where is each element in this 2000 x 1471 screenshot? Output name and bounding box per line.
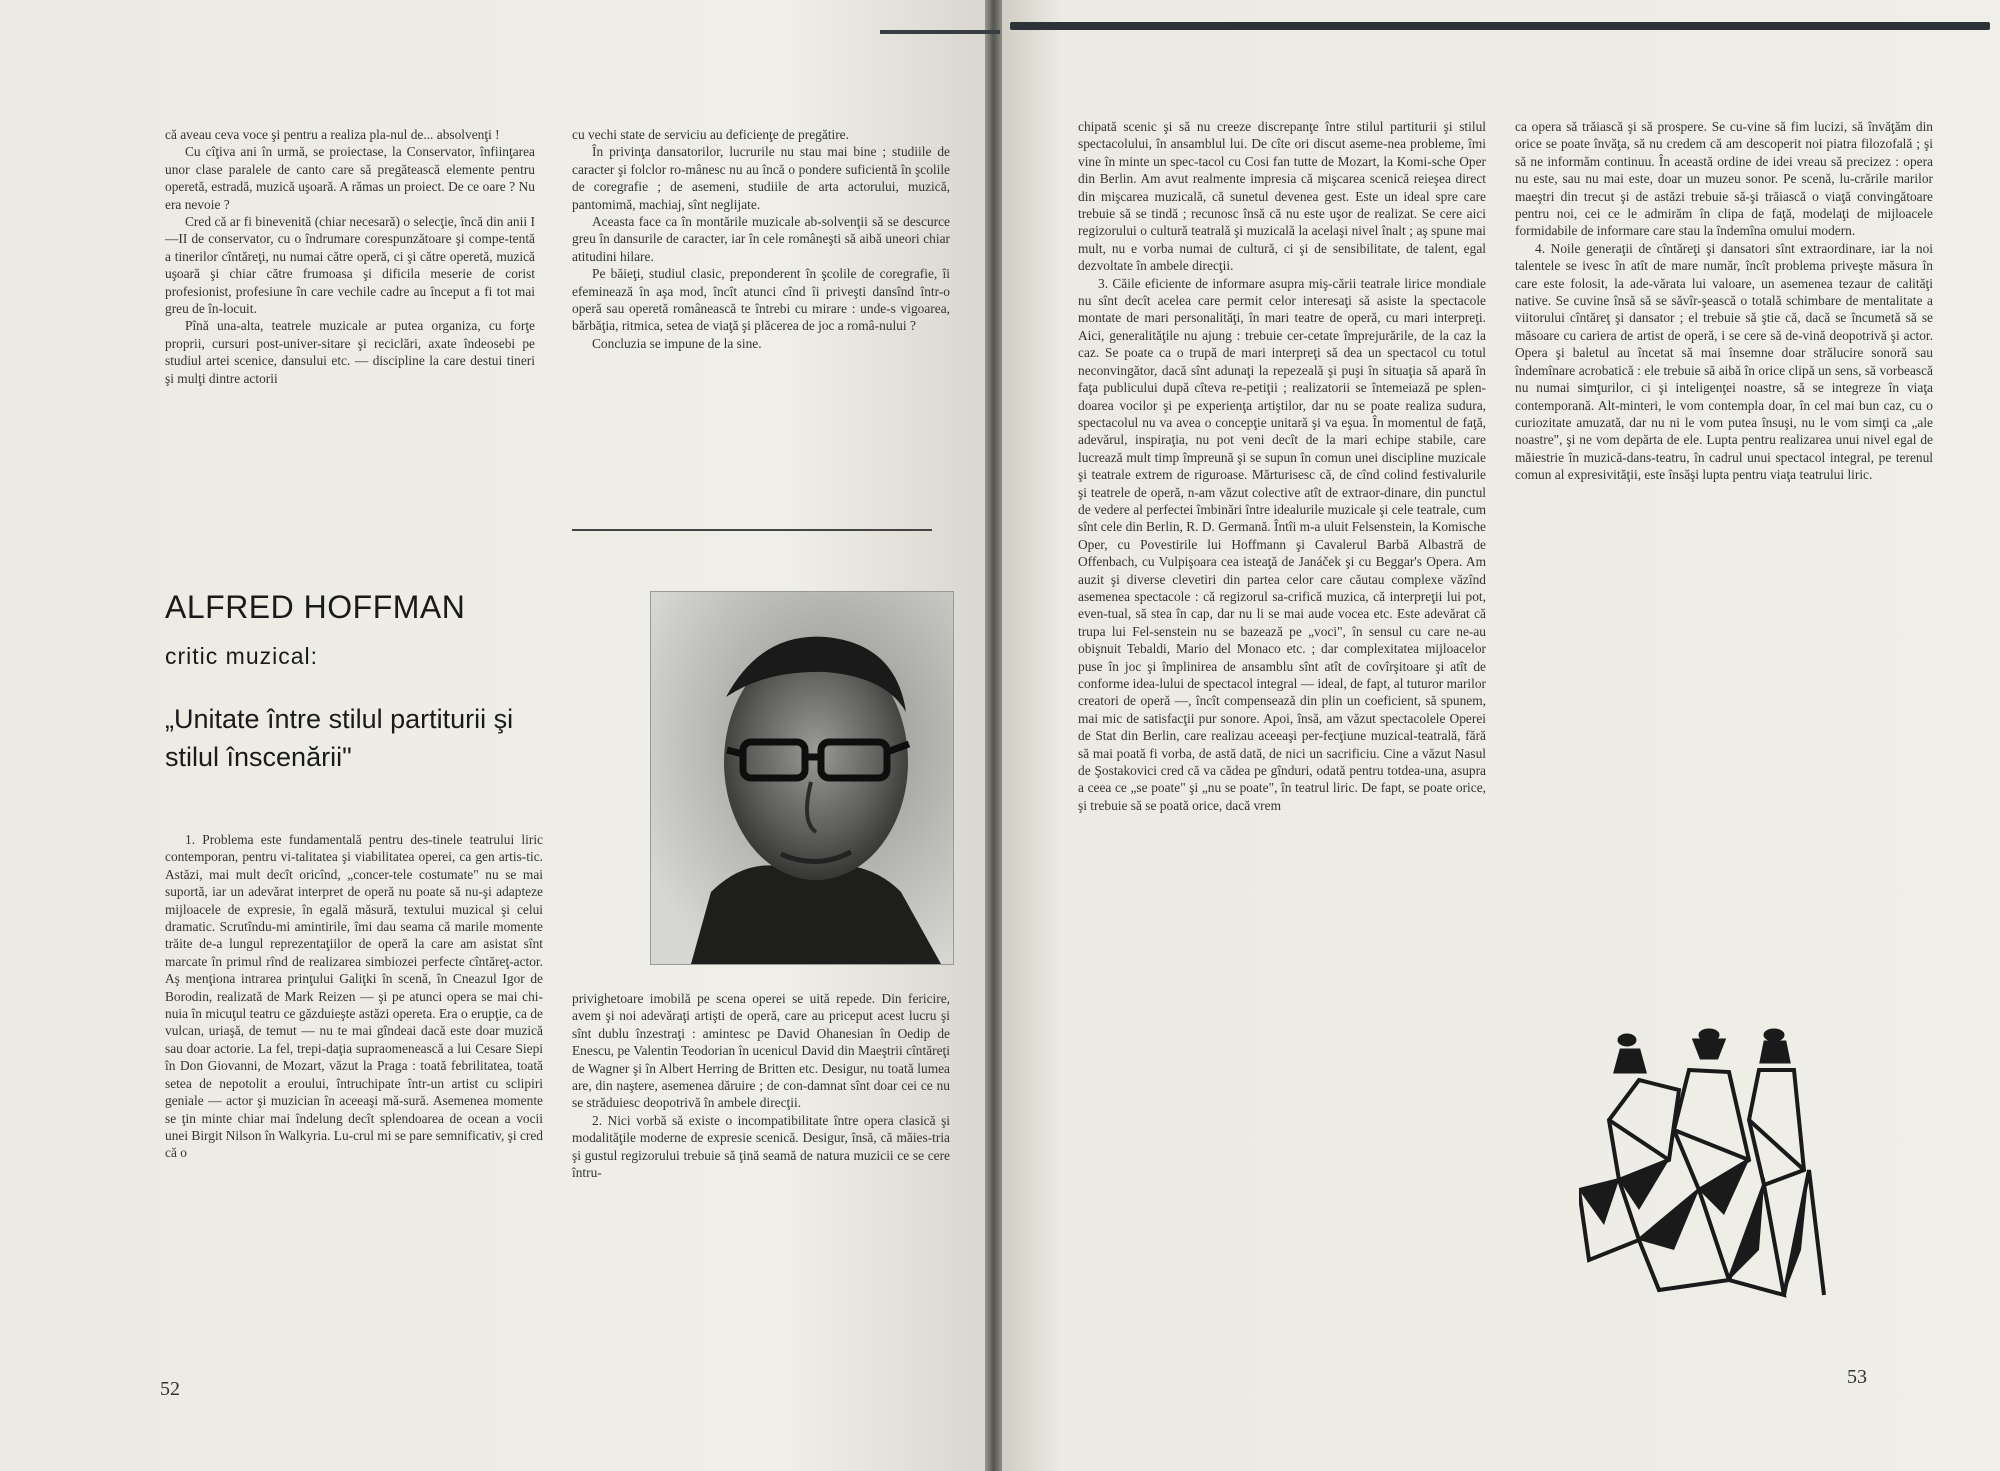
paragraph: Cu cîţiva ani în urmă, se proiectase, la Conservator, înfiinţarea unor clase paralele de canto care să pregătească elemente pentru operetă, estradă, muzică uşoară. A rămas un proiect. De ce oare ? Nu era nevoie ?	[165, 144, 535, 212]
interview-title: „Unitate între stilul partiturii şi stilul înscenării"	[165, 704, 514, 772]
page-number: 52	[160, 1378, 180, 1400]
decorative-figures-illustration	[1579, 1010, 1859, 1300]
paragraph: Pînă una-alta, teatrele muzicale ar putea organiza, cu forţe proprii, cursuri post-univer-sitare şi reciclări, axate îndeosebi pe studiul artei scenice, dansului etc. — discipline la care destui tineri şi mulţi dintre actorii	[165, 318, 535, 386]
text-column-top-right	[572, 126, 950, 352]
text-column-bottom-left	[165, 831, 543, 1162]
page-number: 53	[1847, 1366, 1867, 1388]
paragraph: 2. Nici vorbă să existe o incompatibilitate între opera clasică şi modalităţile moderne de expresie scenică. Desigur, însă, că măies-tria şi gustul regizorului trebuie să ţină seamă de natura muzicii ce se cere întru-	[572, 1112, 950, 1181]
text-column-bottom-right	[572, 990, 950, 1181]
paragraph: Pe băieţi, studiul clasic, preponderent în şcolile de coregrafie, îi efeminează în aşa mod, încît atunci cînd îi priveşti dansînd într-o operă sau operetă românească te întrebi cu mirare : unde-s vigoarea, bărbăţia, ritmica, setea de viaţă şi plăcerea de joc a româ-nului ?	[572, 266, 950, 334]
paragraph: privighetoare imobilă pe scena operei se uită repede. Din fericire, avem şi noi adevăraţi artişti de operă, care au priceput acest lucru şi sînt dublu înzestraţi : amintesc pe David Ohanesian în Oedip de Enescu, pe Valentin Teodorian în ucenicul David din Maeştrii cîntăreţi de Wagner şi în Albert Herring de Britten etc. Desigur, nu toată lumea are, din naştere, asemenea dăruire ; de con-damnat sînt doar cei ce nu se străduiesc deopotrivă în ambele direcţii.	[572, 991, 950, 1111]
paragraph: 3. Căile eficiente de informare asupra miş-cării teatrale lirice mondiale nu sînt decît acelea care permit celor interesaţi să asiste la spectacole montate de mari personalităţi, în mari teatre de operă, cu mari interpreţi. Aici, generalităţile nu ajung : trebuie cer-cetate împrejurările, de la caz la caz. Se poate ca o trupă de mari interpreţi să dea un spectacol cu totul neconvingător, dacă sînt adunaţi la repezeală şi puşi în situaţia să apară în faţa publicului după cîteva re-petiţii ; realizatorii se întemeiază pe splen-doarea vocilor şi pe experienţa artiştilor, dar nu se poate realiza sudura, spectacolul nu va avea o concepţie unitară şi va eşua. În momentul de faţă, adevărul, inspiraţia, nu pot veni decît de la mari echipe stabile, care lucrează mult timp împreună şi se supun în comun unei discipline muzicale şi teatrale extrem de riguroase. Mărturisesc că, de cînd colind festivalurile şi teatrele de operă, n-am văzut colective atît de extraor-dinare, din punctul de vedere al perfectei îmbinări între idealurile muzicale şi cele teatrale, cum sînt cele din Berlin, R. D. Germană. Întîi m-a uluit Felsenstein, la Komische Oper, cu Povestirile lui Hoffmann şi Cavalerul Barbă Albastră de Offenbach, cu Vulpişoara cea isteaţă de Janáček şi cu Beggar's Opera. Am auzit şi diverse clevetiri din partea celor care căutau complexe văzînd asemenea spectacole : că regizorul sa-crifică muzica, că interpreţii lui pot, even-tual, să stea în cap, dar nu li se mai aude vocea etc. Este adevărat că trupa lui Fel-senstein nu se bazează pe „voci", în sensul cu care ne-au obişnuit Tebaldi, Mario del Monaco etc. ; dar complexitatea mijloacelor puse în joc şi împlinirea de ansamblu sînt atît de covîrşitoare şi atît de conforme idea-lului de spectacol integral — ideal, de fapt, al tuturor marilor creatori de operă —, încît compensează din plin un coeficient, să spunem, mai mic de satisfacţii pur sonore. Apoi, însă, am văzut spectacolele Operei de Stat din Berlin, care realizau aceeaşi per-fecţiune muzical-teatrală, fără să mai poată fi vorba, de astă dată, de nici un sacrificiu. Cine a văzut Nasul de Şostakovici cred că va cădea pe gînduri, odată pentru totdea-una, asupra a ceea ce „se poate" şi „nu se poate", în teatrul liric. De fapt, se poate orice, şi trebuie să se poată orice, dacă vrem	[1078, 275, 1486, 813]
paragraph: Cred că ar fi binevenită (chiar necesară) o selecţie, încă din anii I—II de conservator, cu o îndrumare corespunzătoare şi compe-tentă a tinerilor cîntăreţi, nu numai către operă, ci şi către operetă, muzică uşoară şi chiar către frumoasa şi dificila meserie de corist profesionist, profesiune în care vechile cadre au început a fi tot mai greu de în-locuit.	[165, 214, 535, 317]
book-gutter	[985, 0, 1002, 1471]
text-column-top-left	[165, 126, 535, 387]
paragraph: În privinţa dansatorilor, lucrurile nu stau mai bine ; studiile de caracter şi folclor ro-mânesc nu au încă o pondere suficientă în şcolile de coregrafie ; de asemeni, studiile de arta actorului, muzică, pantomimă, machiaj, sînt neglijate.	[572, 144, 950, 212]
text-column-right-2	[1515, 118, 1933, 484]
portrait-photo	[650, 591, 954, 965]
book-spine-edge	[880, 30, 1000, 34]
author-role: critic muzical:	[165, 643, 319, 669]
portrait-drawing	[651, 592, 953, 964]
paragraph: cu vechi state de serviciu au deficienţe de pregătire.	[572, 127, 849, 142]
paragraph: că aveau ceva voce şi pentru a realiza pla-nul de... absolvenţi !	[165, 127, 500, 142]
paragraph: 1. Problema este fundamentală pentru des-tinele teatrului liric contemporan, pentru vi-talitatea şi viabilitatea operei, ca gen artis-tic. Astăzi, mai mult decît oricînd, „concer-tele costumate" nu se mai suportă, iar un adevărat interpret de operă nu poate să nu-şi adapteze mijloacele de expresie, în egală măsură, textului muzical şi celui dramatic. Scrutîndu-mi amintirile, îmi dau seama că marile momente trăite de-a lungul reprezentaţiilor de operă la care am asistat sînt marcate în primul rînd de realizarea simbiozei perfecte cîntăreţ-actor. Aş menţiona intrarea prinţului Galiţki în scenă, în Cneazul Igor de Borodin, realizată de Mark Reizen — şi pe atunci opera se mai chi-nuia în micuţul teatru ce găzduieşte astăzi opereta. Era o erupţie, ca de vulcan, uriaşă, de temut — nu te mai gîndeai dacă este doar muzică sau doar actorie. La fel, trepi-daţia supraomenească a lui Cesare Siepi în Don Giovanni, de Mozart, văzut la Praga : toată febrilitatea, toată setea de nepotolit a eroului, întruchipate într-un artist cu sclipiri geniale — actor şi muzician în aceeaşi mă-sură. Asemenea momente se ţin minte chiar mai îndelung decît splendoarea de ocean a vocii unei Birgit Nilson în Walkyria. Lu-crul mi se pare semnificativ, şi cred că o	[165, 832, 543, 1161]
section-divider	[572, 529, 932, 531]
paragraph: Aceasta face ca în montările muzicale ab-solvenţii să se descurce greu în dansurile de caracter, iar în cele româneşti să aibă uneori chiar atitudini hilare.	[572, 214, 950, 264]
figures-drawing	[1579, 1010, 1859, 1300]
paragraph: ca opera să trăiască şi să prospere. Se cu-vine să fim lucizi, să învăţăm din orice se poate învăţa, să nu credem că am descoperit noi piatra filozofală ; şi să ne informăm continuu. În această ordine de idei vreau să precizez : opera nu este, sau nu mai este, doar un muzeu sonor. Pe scenă, lu-crările marilor maeştri din trecut şi de astăzi trebuie să-şi trăiască o viaţă convingătoare pentru noi, cei ce le admirăm în clipa de faţă, modelaţi de mijloacele formidabile de informare care stau la îndemîna omului modern.	[1515, 119, 1933, 239]
right-page	[1002, 0, 2000, 1471]
paragraph: chipată scenic şi să nu creeze discrepanţe între stilul partiturii şi stilul spectacolului, în ansamblul lui. De cîte ori discut aseme-nea probleme, îmi vine în minte un spec-tacol cu Cosi fan tutte de Mozart, la Komi-sche Oper din Berlin. Am avut realmente impresia că mişcarea scenică reieşea direct din mişcarea muzicală, că sunetul devenea gest. Este un ideal spre care trebuie să se tindă ; recunosc însă că nu este uşor de realizat. Se cere aici regizorului o cultură teatrală şi muzicală la acelaşi nivel înalt ; aş spune mai mult, nu e vorba numai de cultură, ci şi de sensibilitate, de talent, egal dezvoltate în ambele direcţii.	[1078, 119, 1486, 274]
book-spine-edge	[1010, 22, 1990, 30]
author-name: ALFRED HOFFMAN	[165, 589, 466, 625]
paragraph: 4. Noile generaţii de cîntăreţi şi dansatori sînt extraordinare, iar la noi talentele se ivesc în atît de mare număr, încît problema priveşte măsura în care este folosit, la ade-vărata lui valoare, un asemenea tezaur de calităţi native. Se cuvine însă să se săvîr-şească o totală schimbare de mentalitate a viitorului cîntăreţ şi dansator ; el trebuie să ştie că, dacă se încumetă să se măsoare cu cariera de artist de operă, i se cere să de-vină deopotrivă şi actor. Opera şi baletul au încetat să mai însemne doar strălucire sonoră sau îndemînare acrobatică : ele trebuie să aibă în orice clipă un sens, să vorbească nu numai simţurilor, ci şi inteligenţei noastre, să se integreze în viaţa contemporană. Alt-minteri, le vom contempla doar, în cel mai bun caz, cu o curiozitate amuzată, dar nu ni le vom putea însuşi, nu le vom simţi ca „ale noastre", şi ne vom depărta de ele. Lupta pentru realizarea unui nivel egal de măiestrie în muzică-dans-teatru, în cadrul unui spectacol integral, pe terenul comun al expresivităţii, este însăşi lupta pentru viaţa teatrului liric.	[1515, 240, 1933, 483]
text-column-right-1	[1078, 118, 1486, 814]
paragraph: Concluzia se impune de la sine.	[592, 335, 762, 351]
left-page	[0, 0, 985, 1471]
